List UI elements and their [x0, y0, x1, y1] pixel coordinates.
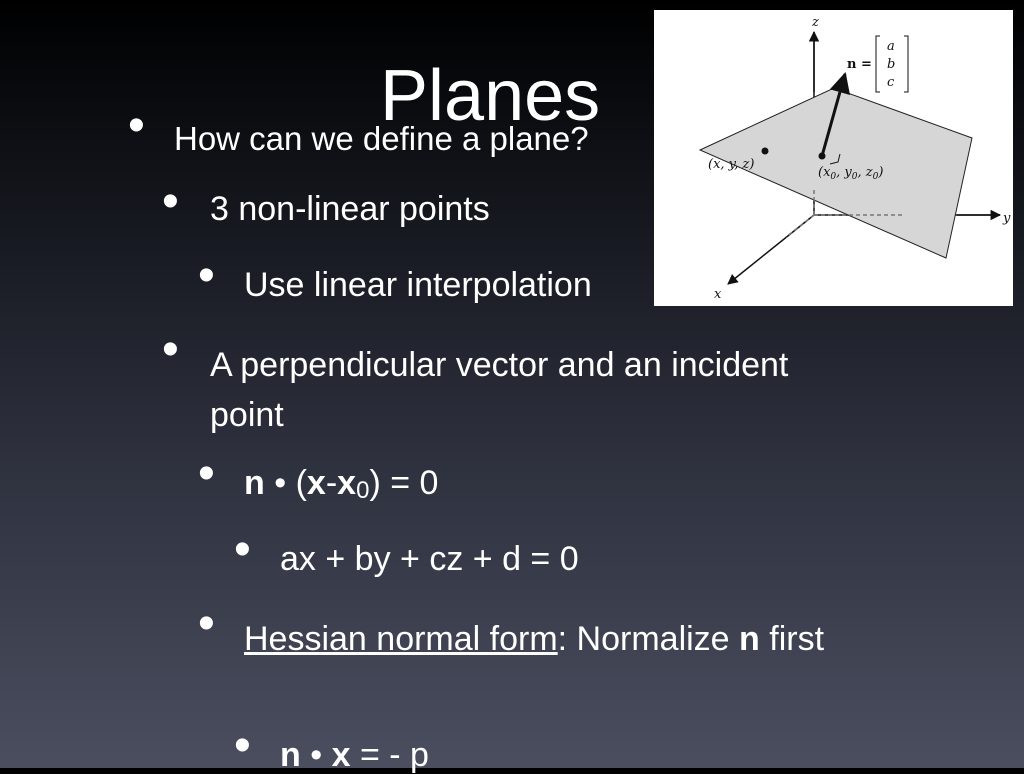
axis-z-label: z [812, 15, 819, 30]
eq-x0: x [337, 464, 357, 502]
eq-n: n [244, 464, 265, 502]
plane-diagram [654, 10, 1013, 306]
axis-y-label: y [1003, 211, 1011, 226]
point-xyz [762, 148, 769, 155]
vector-a: a [887, 39, 895, 54]
pt0-close: ) [878, 165, 884, 180]
pt0-open: (x [818, 165, 831, 180]
point-x0 [819, 153, 826, 160]
equation-1 [244, 466, 438, 503]
eq3-x: x [331, 736, 351, 774]
equation-3 [280, 738, 429, 772]
bullet-perpendicular-text: A perpendicular vector and an incident point [210, 346, 789, 434]
pt0-zsub: 0 [872, 172, 879, 182]
vector-c: c [887, 75, 895, 90]
eq-minus: - [325, 464, 338, 502]
vector-b: b [887, 57, 896, 72]
eq3-n: n [280, 736, 301, 774]
eq-dot: • ( [264, 464, 307, 502]
bullet-dot-icon: • [162, 323, 179, 376]
normal-label [847, 57, 872, 72]
plane-diagram-svg [654, 10, 1013, 306]
pt0-xsub: 0 [830, 172, 837, 182]
bullet-dot-icon: • [198, 597, 215, 650]
hessian-n: n [739, 620, 760, 658]
equation-2: ax + by + cz + d = 0 [280, 540, 579, 578]
hessian-first: first [759, 620, 825, 658]
normal-n: n = [847, 57, 872, 72]
eq-sub0: 0 [356, 477, 370, 504]
pt0-mid1: , y [836, 165, 852, 180]
eq-x: x [306, 464, 326, 502]
eq3-dot: • [300, 736, 332, 774]
hessian-text [244, 614, 904, 664]
point-xyz-label: (x, y, z) [708, 157, 755, 172]
bullet-dot-icon: • [234, 523, 251, 576]
bullet-dot-icon: • [198, 447, 215, 500]
bullet-dot-icon: • [128, 99, 145, 152]
eq3-rest: = - p [350, 736, 429, 774]
vector-bracket-left [876, 36, 880, 92]
hessian-rest: : Normalize [557, 620, 740, 658]
bullet-dot-icon: • [234, 719, 251, 772]
hessian-label: Hessian normal form [244, 620, 558, 658]
bullet-interpolation-text: Use linear interpolation [244, 266, 592, 304]
pt0-mid2: , z [857, 165, 873, 180]
axis-x-label: x [714, 287, 722, 302]
pt0-ysub: 0 [851, 172, 858, 182]
bullet-dot-icon: • [198, 249, 215, 302]
bullet-3-points-text: 3 non-linear points [210, 190, 490, 228]
eq-tail: ) = 0 [369, 464, 439, 502]
bullet-dot-icon: • [162, 175, 179, 228]
slide-title: Planes [380, 56, 601, 136]
vector-bracket-right [904, 36, 908, 92]
bullet-question-text: How can we define a plane? [174, 120, 589, 157]
